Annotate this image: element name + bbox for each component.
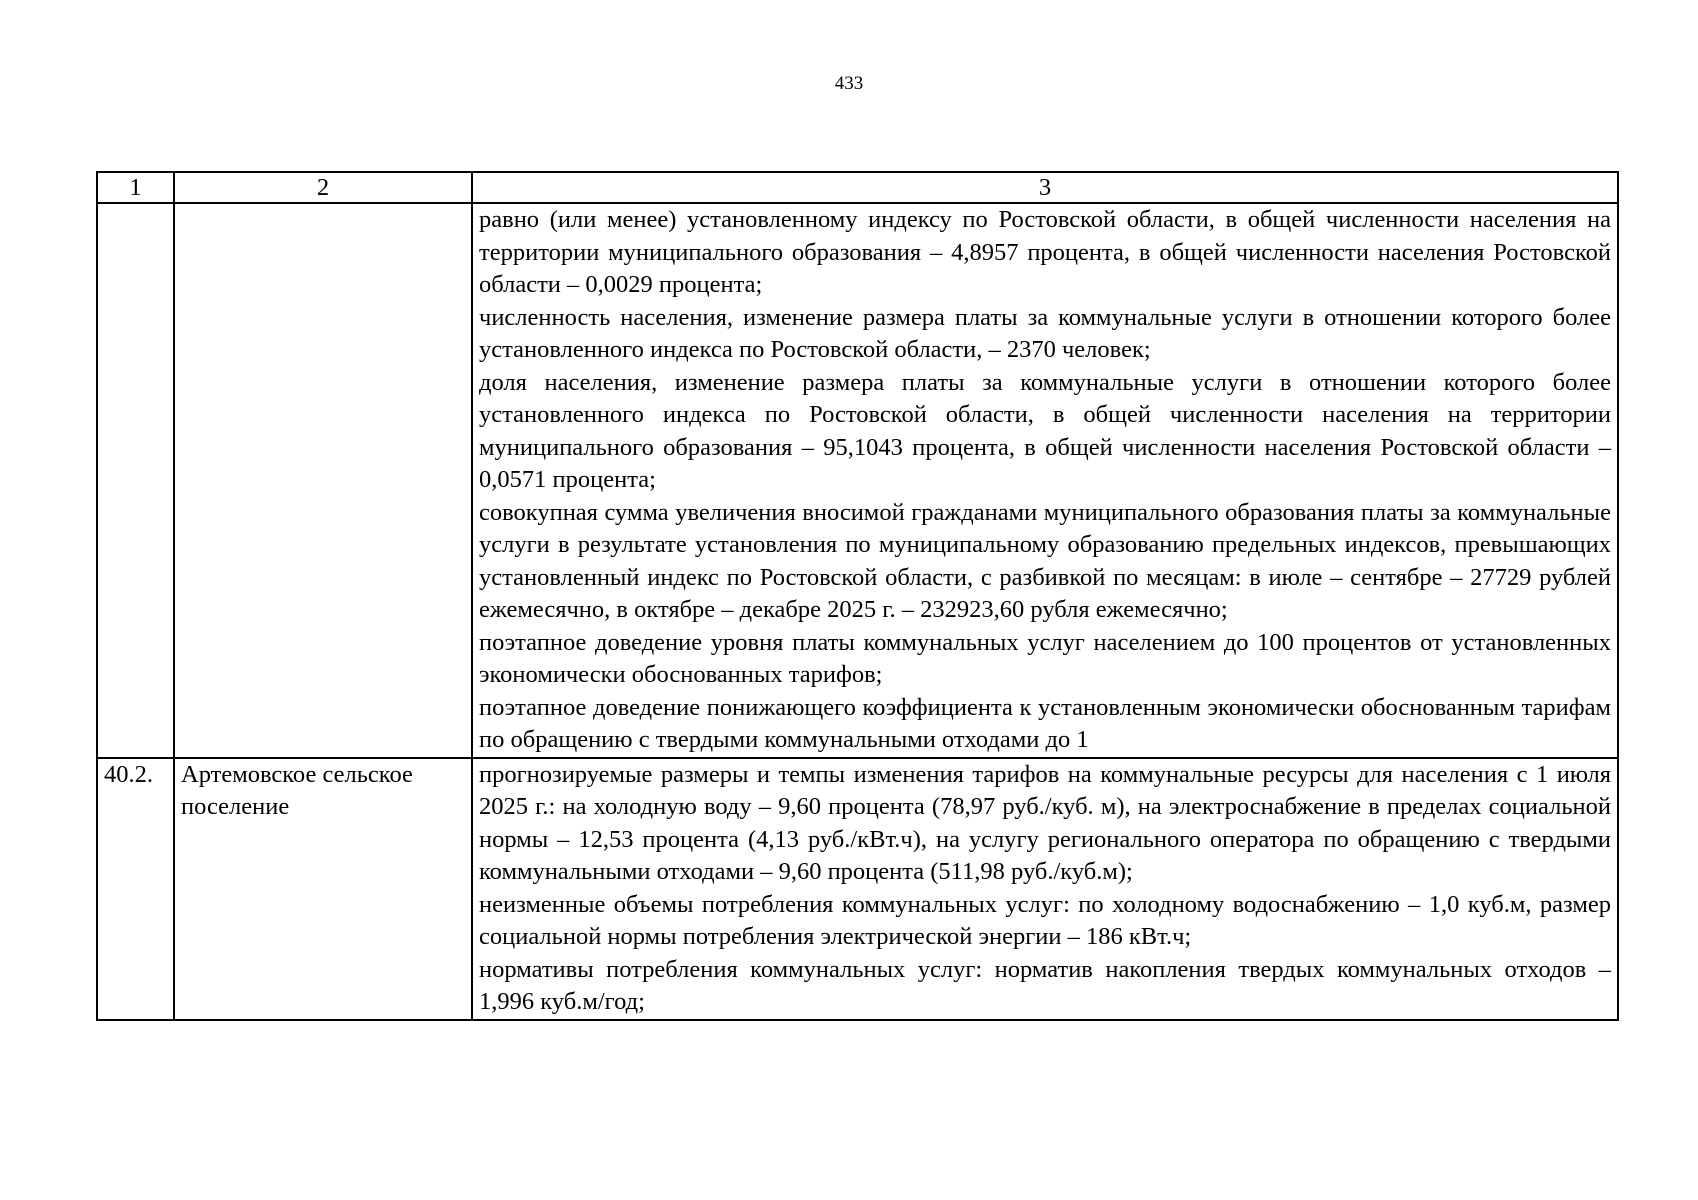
- paragraph: поэтапное доведение уровня платы коммунальных услуг населением до 100 процентов от установленных экономически обоснованных тарифов;: [479, 628, 1611, 688]
- table-row: [97, 203, 1618, 758]
- paragraph: неизменные объемы потребления коммунальных услуг: по холодному водоснабжению – 1,0 куб.м, размер социальной нормы потребления электрической энергии – 186 кВт.ч;: [479, 890, 1611, 950]
- paragraph: доля населения, изменение размера платы за коммунальные услуги в отношении которого более установленного индекса по Ростовской области, в общей численности населения на территории муниципального образования – 95,1043 процента, в общей численности населения Ростовской области – 0,0571 процента;: [479, 368, 1611, 493]
- paragraph: численность населения, изменение размера платы за коммунальные услуги в отношении которого более установленного индекса по Ростовской области, – 2370 человек;: [479, 303, 1611, 363]
- data-table: [96, 171, 1619, 1021]
- paragraph: нормативы потребления коммунальных услуг: норматив накопления твердых коммунальных отходов – 1,996 куб.м/год;: [479, 955, 1611, 1015]
- paragraph: равно (или менее) установленному индексу по Ростовской области, в общей численности населения на территории муниципального образования – 4,8957 процента, в общей численности населения Ростовской области – 0,0029 процента;: [479, 206, 1611, 298]
- page-number: 433: [834, 73, 864, 94]
- row-description: [472, 758, 1618, 1020]
- settlement-name: Артемовское сельское поселение: [174, 758, 472, 1020]
- table-header-row: [97, 172, 1618, 203]
- row-number: [97, 203, 174, 758]
- table-row: [97, 758, 1618, 1020]
- column-header-2: 2: [174, 172, 472, 203]
- paragraph: поэтапное доведение понижающего коэффициента к установленным экономически обоснованным тарифам по обращению с твердыми коммунальными отходами до 1: [479, 693, 1611, 753]
- column-header-1: 1: [97, 172, 174, 203]
- column-header-3: 3: [472, 172, 1618, 203]
- settlement-name: [174, 203, 472, 758]
- paragraph: совокупная сумма увеличения вносимой гражданами муниципального образования платы за коммунальные услуги в результате установления по муниципальному образованию предельных индексов, превышающих установленный индекс по Ростовской области, с разбивкой по месяцам: в июле – сентябре – 27729 рублей ежемесячно, в октябре – декабре 2025 г. – 232923,60 рубля ежемесячно;: [479, 498, 1611, 623]
- row-description: [472, 203, 1618, 758]
- paragraph: прогнозируемые размеры и темпы изменения тарифов на коммунальные ресурсы для населения с 1 июля 2025 г.: на холодную воду – 9,60 процента (78,97 руб./куб. м), на электроснабжение в пределах социальной нормы – 12,53 процента (4,13 руб./кВт.ч), на услугу регионального оператора по обращению с твердыми коммунальными отходами – 9,60 процента (511,98 руб./куб.м);: [479, 760, 1611, 885]
- row-number: 40.2.: [97, 758, 174, 1020]
